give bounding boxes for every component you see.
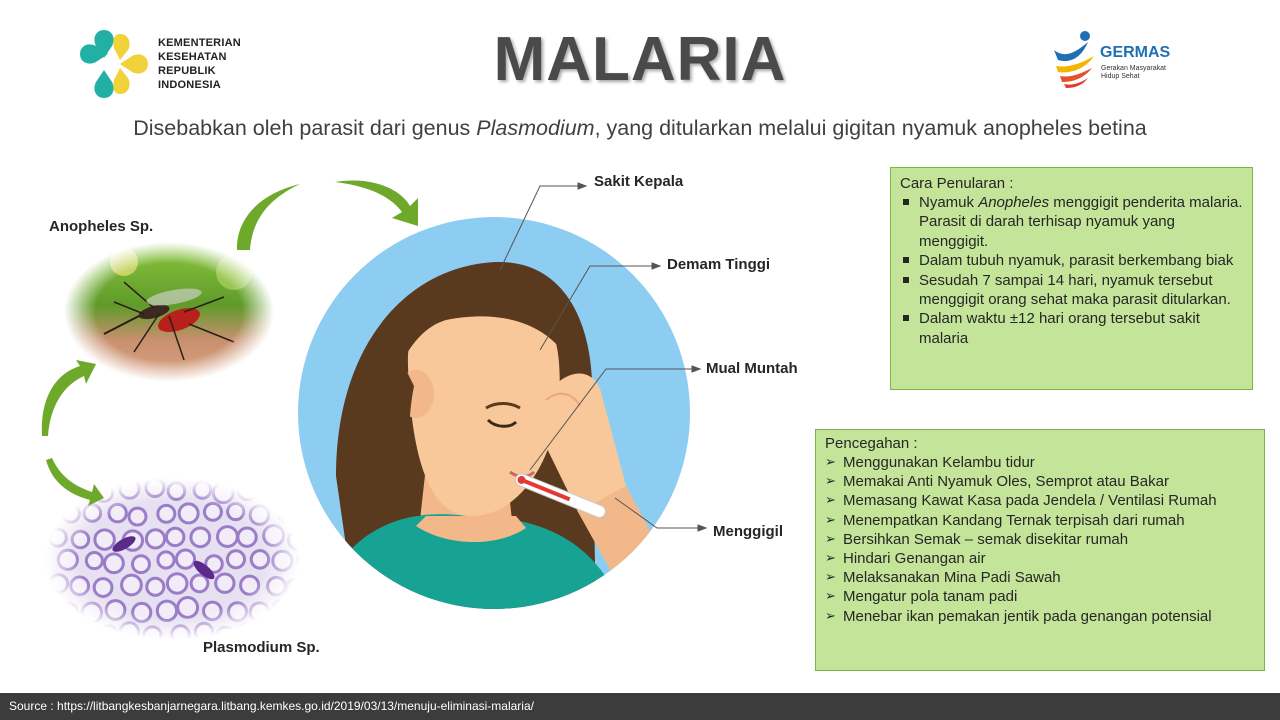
blood-cell xyxy=(58,550,77,569)
blood-cell xyxy=(71,577,89,595)
blood-cell xyxy=(195,623,212,640)
blood-cell xyxy=(120,479,139,498)
blood-cell xyxy=(147,578,164,595)
list-item: ➢ Menggunakan Kelambu tidur xyxy=(825,453,1256,472)
blood-cell xyxy=(263,624,281,640)
blood-cell xyxy=(146,530,164,548)
germas-tagline: Gerakan Masyarakat Hidup Sehat xyxy=(1101,65,1166,80)
blood-cell xyxy=(168,483,185,500)
cycle-arrow-icon xyxy=(237,184,300,250)
plasmodium-image xyxy=(44,478,300,640)
blood-cell xyxy=(263,480,281,498)
blood-cell xyxy=(133,603,151,621)
blood-cell xyxy=(191,528,210,547)
prevention-box xyxy=(815,429,1265,671)
blood-cell xyxy=(167,574,187,594)
blood-cell xyxy=(158,552,174,568)
blood-cell xyxy=(178,598,198,618)
blood-cell xyxy=(105,554,124,573)
list-item: Dalam waktu ±12 hari orang tersebut sakit malaria xyxy=(900,309,1244,348)
mosquito-image xyxy=(64,242,274,382)
blood-cell xyxy=(158,505,175,522)
blood-cell xyxy=(146,478,164,496)
blood-cell xyxy=(179,504,198,523)
ministry-name: KEMENTERIAN KESEHATAN REPUBLIK INDONESIA xyxy=(158,37,241,91)
blood-cell xyxy=(213,483,233,503)
blood-cell xyxy=(289,623,300,639)
blood-cell xyxy=(129,508,146,525)
blood-cell xyxy=(204,602,222,620)
blood-cell xyxy=(50,575,68,593)
source-citation: Source : https://litbangkesbanjarnegara.litbang.kemkes.go.id/2019/03/13/menuju-eliminasi-malaria/ xyxy=(9,699,534,713)
blood-cell xyxy=(218,527,238,547)
list-item: ➢ Menempatkan Kandang Ternak terpisah dari rumah xyxy=(825,511,1256,530)
plasmodium-label: Plasmodium Sp. xyxy=(203,639,320,656)
transmission-title: Cara Penularan : xyxy=(900,175,1014,192)
blood-cell xyxy=(95,530,114,549)
transmission-list xyxy=(900,193,1244,348)
blood-cell xyxy=(84,505,101,522)
list-item: Nyamuk Anopheles menggigit penderita malaria. Parasit di darah terhisap nyamuk yang menggigit. xyxy=(900,193,1244,251)
symptom-chills: Menggigil xyxy=(713,523,783,540)
list-item: ➢ Hindari Genangan air xyxy=(825,549,1256,568)
blood-cell xyxy=(194,482,211,499)
blood-cell xyxy=(273,551,292,570)
blood-cell xyxy=(216,574,234,592)
blood-cell xyxy=(144,627,161,640)
blood-cell xyxy=(228,603,246,621)
blood-cell xyxy=(157,601,176,620)
sick-woman-illustration xyxy=(296,216,696,616)
blood-cell xyxy=(101,626,117,640)
list-item: ➢ Memakai Anti Nyamuk Oles, Semprot atau Bakar xyxy=(825,472,1256,491)
prevention-list xyxy=(825,453,1256,626)
blood-cell xyxy=(49,529,66,546)
blood-cell xyxy=(72,531,89,548)
blood-cell xyxy=(74,625,90,640)
blood-cell xyxy=(228,503,244,519)
blood-cell xyxy=(250,506,269,525)
blood-cell xyxy=(62,505,79,522)
germas-logo-icon xyxy=(1050,28,1100,88)
symptom-high-fever: Demam Tinggi xyxy=(667,256,771,273)
blood-cell xyxy=(94,483,112,501)
list-item: ➢ Bersihkan Semak – semak disekitar rumah xyxy=(825,530,1256,549)
blood-cell xyxy=(109,504,126,521)
blood-cell xyxy=(133,556,150,573)
blood-cell xyxy=(278,504,296,522)
transmission-box xyxy=(890,167,1253,390)
blood-cell xyxy=(227,551,244,568)
blood-cell xyxy=(122,575,142,595)
blood-cell xyxy=(106,601,125,620)
blood-cell xyxy=(86,553,102,569)
blood-cell xyxy=(238,528,256,546)
blood-cell xyxy=(251,551,268,568)
blood-cell xyxy=(166,528,183,545)
list-item: ➢ Menebar ikan pemakan jentik pada genangan potensial xyxy=(825,607,1256,626)
blood-cell xyxy=(59,603,78,622)
blood-cell xyxy=(120,623,139,640)
page-title: MALARIA xyxy=(493,25,787,94)
blood-cell xyxy=(94,579,112,597)
blood-cell xyxy=(82,603,102,623)
list-item: ➢ Melaksanakan Mina Padi Sawah xyxy=(825,568,1256,587)
blood-cell xyxy=(238,480,258,500)
blood-cell xyxy=(71,481,89,499)
list-item: Dalam tubuh nyamuk, parasit berkembang biak xyxy=(900,251,1244,270)
symptom-nausea: Mual Muntah xyxy=(706,360,798,377)
blood-cell xyxy=(272,600,290,618)
blood-cell xyxy=(204,503,221,520)
blood-cell xyxy=(250,603,269,622)
mosquito-label: Anopheles Sp. xyxy=(49,218,154,235)
list-item: ➢ Mengatur pola tanam padi xyxy=(825,587,1256,606)
blood-cell xyxy=(241,576,259,594)
prevention-title: Pencegahan : xyxy=(825,435,918,452)
blood-cell xyxy=(239,623,257,640)
list-item: Sesudah 7 sampai 14 hari, nyamuk tersebut menggigit orang sehat maka parasit ditularkan. xyxy=(900,271,1244,310)
blood-cell xyxy=(50,482,66,498)
blood-cell xyxy=(176,550,194,568)
blood-cell xyxy=(191,575,208,592)
germas-name: GERMAS xyxy=(1100,44,1171,61)
symptom-headache: Sakit Kepala xyxy=(594,173,684,190)
list-item: ➢ Memasang Kawat Kasa pada Jendela / Ventilasi Rumah xyxy=(825,491,1256,510)
blood-cell xyxy=(268,577,286,595)
blood-cell xyxy=(51,624,68,640)
blood-cell xyxy=(264,526,284,546)
subtitle: Disebabkan oleh parasit dari genus Plasmodium, yang ditularkan melalui gigitan nyamuk anopheles betina xyxy=(133,116,1147,140)
blood-cell xyxy=(172,626,190,640)
